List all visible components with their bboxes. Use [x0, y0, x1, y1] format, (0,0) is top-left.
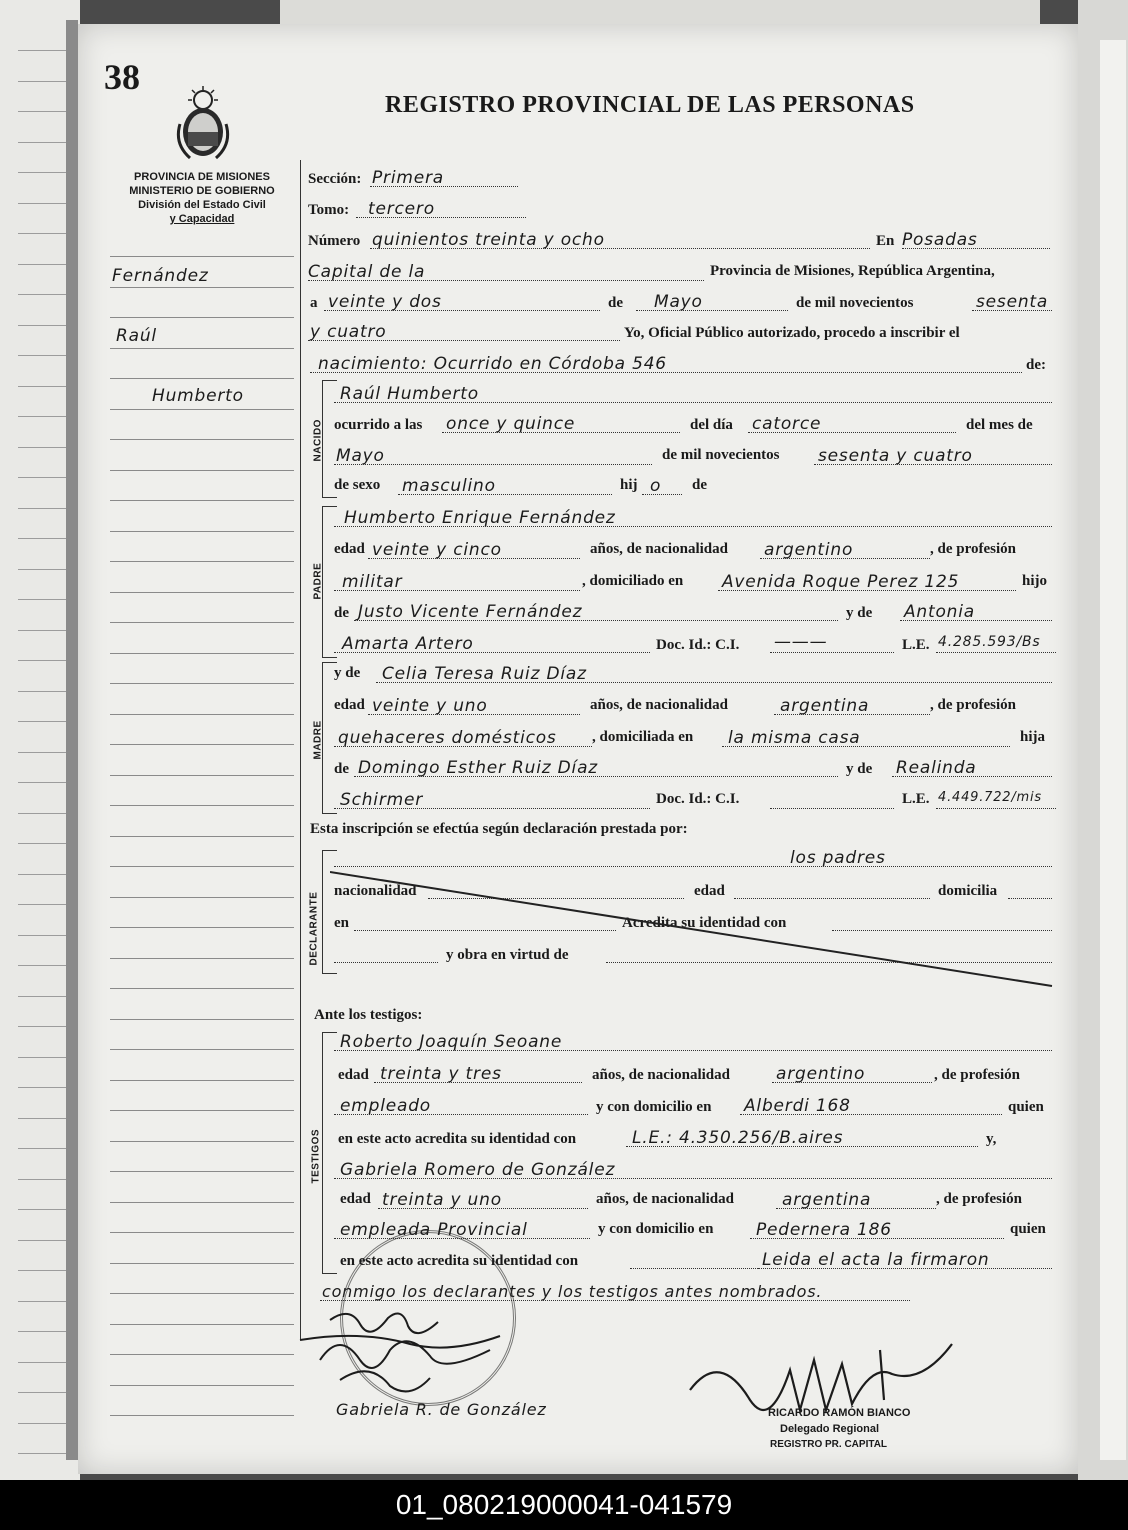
margin-ruled-line — [110, 653, 294, 654]
padre-prof-value: militar — [342, 572, 403, 592]
margin-ruled-line — [110, 1263, 294, 1264]
margin-ruled-line — [110, 714, 294, 715]
dia-value: catorce — [752, 414, 822, 434]
division-label: División del Estado Civil — [138, 199, 266, 211]
margin-ruled-line — [110, 531, 294, 532]
year-label: de mil novecientos — [796, 295, 914, 311]
en-label: En — [876, 233, 895, 249]
day-value: veinte y dos — [328, 292, 442, 312]
margin-ruled-line — [110, 836, 294, 837]
anio-value: sesenta y cuatro — [818, 446, 973, 466]
testigo1-dom: Alberdi 168 — [744, 1096, 851, 1116]
madre-le-label: L.E. — [902, 791, 930, 807]
del-mes-label: del mes de — [966, 417, 1033, 433]
acto-value: nacimiento: Ocurrido en Córdoba 546 — [318, 354, 667, 374]
madre-prof-label: , de profesión — [930, 697, 1016, 713]
margin-ruled-line — [110, 1202, 294, 1203]
testigo1-prof: empleado — [340, 1096, 432, 1116]
padre-section-label: PADRE — [312, 562, 324, 600]
paper-top-strip — [280, 0, 1040, 24]
testigo2-prof-label: , de profesión — [936, 1191, 1022, 1207]
margin-surname: Fernández — [112, 266, 209, 286]
testigo2-dom: Pedernera 186 — [756, 1220, 892, 1240]
sexo-label: de sexo — [334, 477, 381, 493]
tomo-value: tercero — [368, 199, 435, 219]
testigo1-quien-label: quien — [1008, 1099, 1044, 1115]
padre-de-label: de — [334, 605, 349, 621]
testigo2-edad-label: edad — [340, 1191, 371, 1207]
margin-ruled-line — [110, 1324, 294, 1325]
testigo1-dom-label: y con domicilio en — [596, 1099, 712, 1115]
year-value-2: y cuatro — [310, 322, 387, 342]
padre-edad-value: veinte y cinco — [372, 540, 502, 560]
declarante-acredita-label: Acredita su identidad con — [622, 915, 787, 931]
anio-label: de mil novecientos — [662, 447, 780, 463]
numero-label: Número — [308, 233, 361, 249]
margin-ruled-line — [110, 409, 294, 410]
seccion-value: Primera — [372, 168, 444, 188]
sexo-value: masculino — [402, 476, 496, 496]
padre-doc-label: Doc. Id.: C.I. — [656, 637, 740, 653]
testigo2-name: Gabriela Romero de González — [340, 1160, 616, 1180]
declarante-name: los padres — [790, 848, 886, 868]
testigo1-prof-label: , de profesión — [934, 1067, 1020, 1083]
ministry-label: MINISTERIO DE GOBIERNO — [129, 185, 275, 197]
testigos-section-label: TESTIGOS — [310, 1128, 322, 1184]
madre-bracket — [322, 662, 337, 814]
margin-ruled-line — [110, 775, 294, 776]
margin-ruled-line — [110, 1049, 294, 1050]
provincia-label: Provincia de Misiones, República Argentina, — [710, 263, 995, 279]
officer-name: RICARDO RAMÓN BIANCO — [768, 1407, 911, 1419]
month-value: Mayo — [654, 292, 703, 312]
declarante-nac-label: nacionalidad — [334, 883, 417, 899]
hij-value: o — [650, 476, 662, 496]
testigo1-acredita-label: en este acto acredita su identidad con — [338, 1131, 577, 1147]
margin-ruled-line — [110, 1232, 294, 1233]
margin-ruled-line — [110, 317, 294, 318]
madre-edad-value: veinte y uno — [372, 696, 488, 716]
padre-dom-label: , domiciliado en — [582, 573, 684, 589]
padre-dom-value: Avenida Roque Perez 125 — [722, 572, 960, 592]
declarante-edad-label: edad — [694, 883, 725, 899]
margin-ruled-line — [110, 1141, 294, 1142]
madre-abuela-2: Schirmer — [340, 790, 424, 810]
nacido-section-label: NACIDO — [312, 419, 324, 462]
margin-ruled-line — [110, 1110, 294, 1111]
column-divider — [300, 160, 301, 1340]
testigo1-nac-label: años, de nacionalidad — [592, 1067, 730, 1083]
margin-ruled-line — [110, 439, 294, 440]
hora-value: once y quince — [446, 414, 576, 434]
testigo2-edad: treinta y uno — [382, 1190, 502, 1210]
margin-ruled-line — [110, 592, 294, 593]
margin-ruled-line — [110, 805, 294, 806]
officer-place: REGISTRO PR. CAPITAL — [770, 1439, 888, 1450]
numero-value: quinientos treinta y ocho — [372, 230, 605, 250]
declarante-intro: Esta inscripción se efectúa según declaración prestada por: — [310, 821, 688, 837]
margin-ruled-line — [110, 1385, 294, 1386]
margin-ruled-line — [110, 1080, 294, 1081]
margin-ruled-line — [110, 683, 294, 684]
padre-abuela-2: Amarta Artero — [342, 634, 474, 654]
madre-dom-label: , domiciliada en — [592, 729, 694, 745]
madre-abuelo: Domingo Esther Ruiz Díaz — [358, 758, 599, 778]
padre-doc-value: ——— — [774, 632, 828, 652]
madre-prof-value: quehaceres domésticos — [338, 728, 557, 748]
declarante-section-label: DECLARANTE — [308, 891, 320, 966]
margin-ruled-line — [110, 1171, 294, 1172]
witness-signature-text: Gabriela R. de González — [336, 1400, 547, 1419]
margin-ruled-line — [110, 897, 294, 898]
madre-de-label: de — [334, 761, 349, 777]
margin-ruled-line — [110, 256, 294, 257]
padre-le-value: 4.285.593/Bs — [938, 634, 1041, 650]
madre-doc-label: Doc. Id.: C.I. — [656, 791, 740, 807]
leida-text: Leida el acta la firmaron — [762, 1250, 990, 1270]
testigo2-dom-label: y con domicilio en — [598, 1221, 714, 1237]
madre-name: Celia Teresa Ruiz Díaz — [382, 664, 587, 684]
declarante-obra-label: y obra en virtud de — [446, 947, 569, 963]
officer-title: Delegado Regional — [780, 1423, 880, 1435]
year-value-1: sesenta — [976, 292, 1049, 312]
padre-abuelo: Justo Vicente Fernández — [358, 602, 583, 622]
margin-ruled-line — [110, 378, 294, 379]
margin-ruled-line — [110, 958, 294, 959]
padre-nac-label: años, de nacionalidad — [590, 541, 728, 557]
capacity-label: y Capacidad — [169, 213, 235, 225]
scan-identifier: 01_080219000041-041579 — [0, 1480, 1128, 1530]
tomo-label: Tomo: — [308, 202, 350, 218]
testigo2-quien-label: quien — [1010, 1221, 1046, 1237]
month-de-label: de — [608, 295, 623, 311]
padre-bracket — [322, 506, 337, 658]
padre-abuela-1: Antonia — [904, 602, 975, 622]
a-label: a — [310, 295, 318, 311]
en-value: Posadas — [902, 230, 978, 250]
page-number: 38 — [104, 57, 140, 97]
madre-nac-value: argentina — [780, 696, 870, 716]
page-title: REGISTRO PROVINCIAL DE LAS PERSONAS — [385, 92, 915, 118]
testigo2-nac-label: años, de nacionalidad — [596, 1191, 734, 1207]
declarante-strike-line — [330, 870, 1060, 990]
margin-ruled-line — [110, 287, 294, 288]
padre-prof-label: , de profesión — [930, 541, 1016, 557]
testigo2-prof: empleada Provincial — [340, 1220, 528, 1240]
madre-le-value: 4.449.722/mis — [938, 790, 1042, 805]
margin-ruled-line — [110, 866, 294, 867]
madre-y-de-label-2: y de — [846, 761, 873, 777]
madre-abuela-1: Realinda — [896, 758, 977, 778]
padre-edad-label: edad — [334, 541, 365, 557]
margin-ruled-line — [110, 500, 294, 501]
del-dia-label: del día — [690, 417, 733, 433]
hij-label: hij — [620, 477, 638, 493]
margin-ruled-line — [110, 622, 294, 623]
mes-value: Mayo — [336, 446, 385, 466]
margin-ruled-line — [110, 561, 294, 562]
declarante-en-label: en — [334, 915, 349, 931]
margin-ruled-line — [110, 470, 294, 471]
testigo1-y-label: y, — [986, 1131, 997, 1147]
madre-dom-value: la misma casa — [728, 728, 861, 748]
coat-of-arms-icon — [168, 84, 238, 164]
testigo2-acredita-label: en este acto acredita su identidad con — [340, 1253, 579, 1269]
margin-second-name: Humberto — [152, 386, 244, 406]
testigo1-name: Roberto Joaquín Seoane — [340, 1032, 563, 1052]
testigo1-nac: argentino — [776, 1064, 866, 1084]
city-value: Capital de la — [308, 262, 426, 282]
madre-y-de-label: y de — [334, 665, 361, 681]
padre-y-de-label: y de — [846, 605, 873, 621]
hijo-label: hijo — [1022, 573, 1048, 589]
issuing-office — [102, 170, 302, 226]
hija-label: hija — [1020, 729, 1046, 745]
ocurrido-label: ocurrido a las — [334, 417, 423, 433]
margin-ruled-line — [110, 1293, 294, 1294]
margin-ruled-line — [110, 1354, 294, 1355]
margin-ruled-line — [110, 988, 294, 989]
nacido-de-label: de — [692, 477, 707, 493]
seccion-label: Sección: — [308, 171, 362, 187]
testigo1-edad-label: edad — [338, 1067, 369, 1083]
declarante-dom-label: domicilia — [938, 883, 998, 899]
margin-first-name: Raúl — [116, 326, 157, 346]
nacido-name: Raúl Humberto — [340, 384, 479, 404]
margin-ruled-line — [110, 927, 294, 928]
testigo2-nac: argentina — [782, 1190, 872, 1210]
margin-ruled-line — [110, 1415, 294, 1416]
oficial-label: Yo, Oficial Público autorizado, procedo a inscribir el — [624, 325, 960, 341]
de-end-label: de: — [1026, 357, 1046, 373]
testigo1-edad: treinta y tres — [380, 1064, 502, 1084]
padre-le-label: L.E. — [902, 637, 930, 653]
madre-section-label: MADRE — [312, 720, 324, 760]
madre-nac-label: años, de nacionalidad — [590, 697, 728, 713]
padre-name: Humberto Enrique Fernández — [344, 508, 616, 528]
next-page-edge — [1078, 0, 1128, 1480]
province-label: PROVINCIA DE MISIONES — [134, 171, 270, 183]
madre-edad-label: edad — [334, 697, 365, 713]
padre-nac-value: argentino — [764, 540, 854, 560]
testigos-intro: Ante los testigos: — [314, 1007, 423, 1023]
closing-text: conmigo los declarantes y los testigos antes nombrados. — [322, 1282, 823, 1301]
margin-ruled-line — [110, 1019, 294, 1020]
testigo1-doc: L.E.: 4.350.256/B.aires — [632, 1128, 844, 1148]
margin-ruled-line — [110, 348, 294, 349]
book-binding — [66, 20, 78, 1460]
margin-ruled-line — [110, 744, 294, 745]
